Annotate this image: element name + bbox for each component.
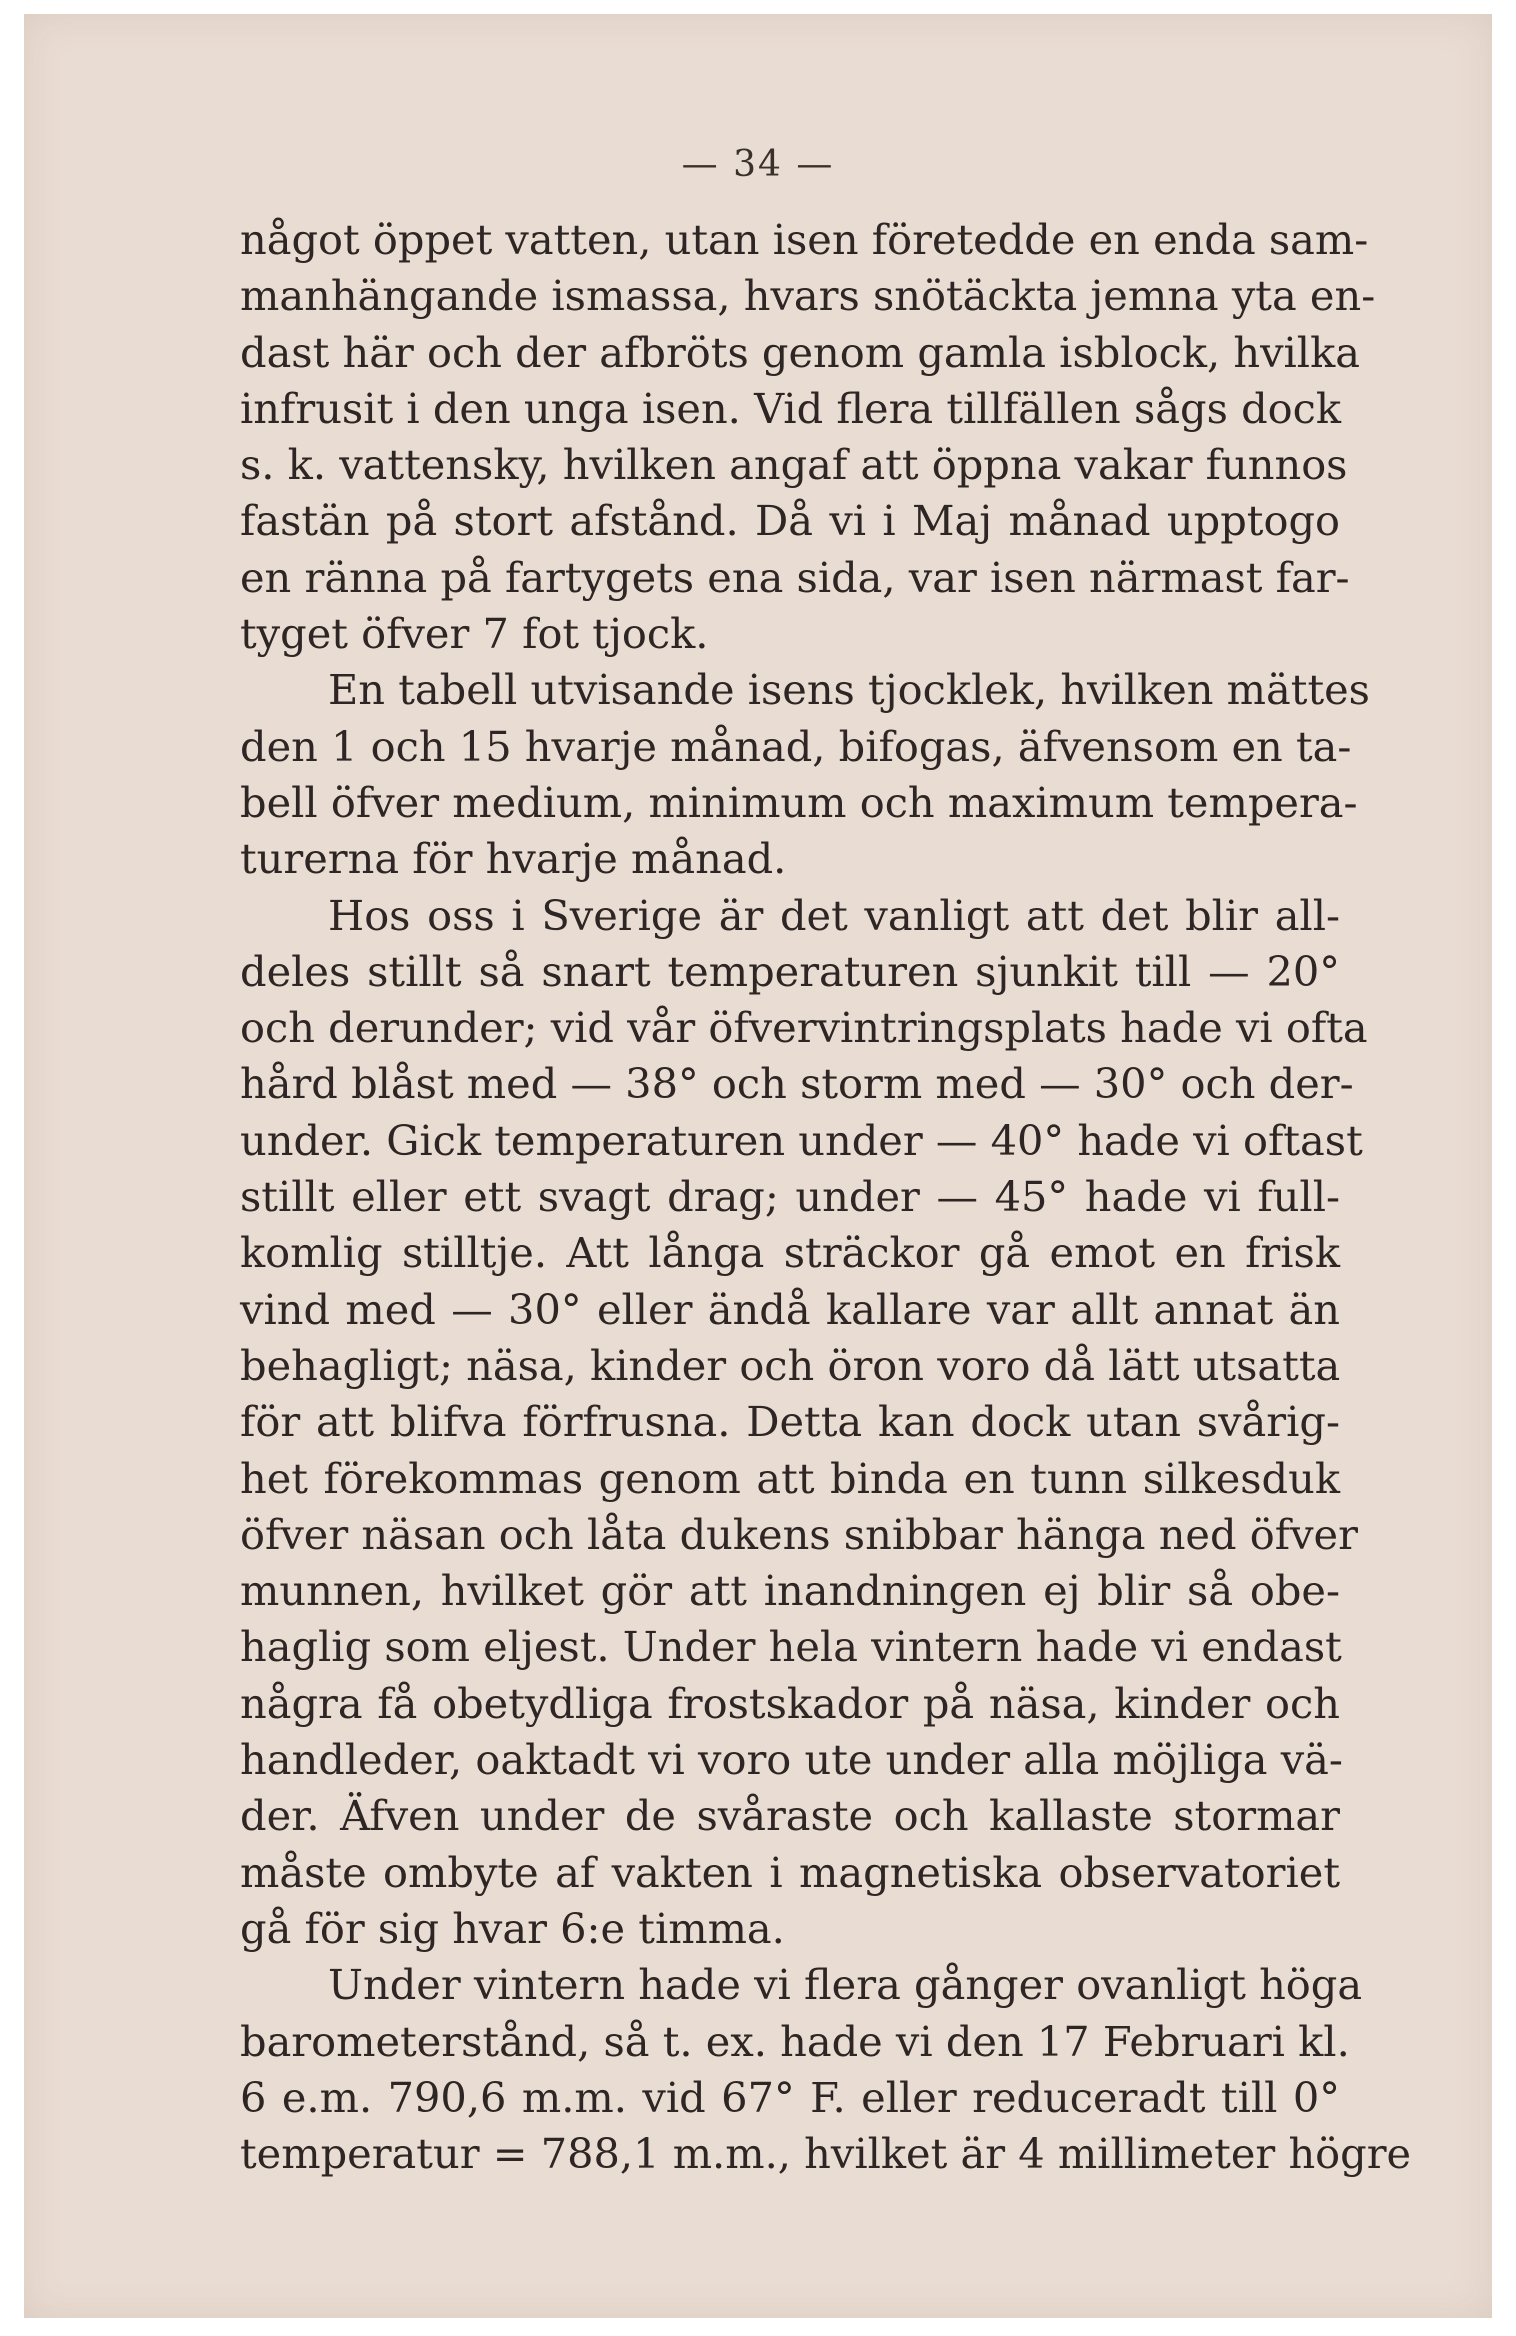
text-line: Under vintern hade vi flera gånger ovanligt höga [328, 1960, 1363, 2010]
text-line: tyget öfver 7 fot tjock. [240, 609, 709, 659]
text-line: för att blifva förfrusna. Detta kan dock utan svårig- [240, 1397, 1340, 1447]
text-line: måste ombyte af vakten i magnetiska observatoriet [240, 1847, 1340, 1897]
text-line: något öppet vatten, utan isen företedde en enda sam- [240, 215, 1369, 264]
text-line: 6 e.m. 790,6 m.m. vid 67° F. eller reduceradt till 0° [240, 2072, 1340, 2122]
text-line: gå för sig hvar 6:e timma. [240, 1903, 785, 1953]
text-line: temperatur = 788,1 m.m., hvilket är 4 millimeter högre [240, 2129, 1412, 2179]
text-line: der. Äfven under de svåraste och kallaste stormar [240, 1791, 1340, 1841]
text-line: Hos oss i Sverige är det vanligt att det blir all- [328, 890, 1340, 940]
text-line: behagligt; näsa, kinder och öron voro då lätt utsatta [240, 1340, 1341, 1390]
text-line: s. k. vattensky, hvilken angaf att öppna vakar funnos [240, 440, 1348, 490]
text-line: haglig som eljest. Under hela vintern hade vi endast [240, 1622, 1342, 1672]
text-line: infrusit i den unga isen. Vid flera tillfällen sågs dock [240, 383, 1342, 433]
text-line: den 1 och 15 hvarje månad, bifogas, äfvensom en ta- [240, 721, 1352, 771]
text-line: manhängande ismassa, hvars snötäckta jemna yta en- [240, 271, 1376, 321]
book-page [24, 14, 1492, 2318]
text-line: under. Gick temperaturen under — 40° hade vi oftast [240, 1115, 1363, 1165]
text-line: bell öfver medium, minimum och maximum tempera- [240, 777, 1358, 827]
text-line: turerna för hvarje månad. [240, 834, 787, 884]
body-text [240, 212, 1412, 2182]
text-line: hård blåst med — 38° och storm med — 30° och der- [240, 1059, 1354, 1109]
text-line: handleder, oaktadt vi voro ute under alla möjliga vä- [240, 1735, 1343, 1785]
text-line: stillt eller ett svagt drag; under — 45° hade vi full- [240, 1172, 1340, 1222]
text-line: En tabell utvisande isens tjocklek, hvilken mättes [328, 665, 1370, 715]
text-line: några få obetydliga frostskador på näsa, kinder och [240, 1678, 1340, 1728]
text-line: en ränna på fartygets ena sida, var isen närmast far- [240, 552, 1350, 602]
text-line: munnen, hvilket gör att inandningen ej blir så obe- [240, 1566, 1340, 1616]
text-line: fastän på stort afstånd. Då vi i Maj månad upptogo [240, 496, 1340, 546]
text-line: deles stillt så snart temperaturen sjunkit till — 20° [240, 946, 1340, 996]
text-line: komlig stilltje. Att långa sträckor gå emot en frisk [240, 1228, 1340, 1278]
text-line: dast här och der afbröts genom gamla isblock, hvilka [240, 327, 1360, 377]
page-number: — 34 — [681, 144, 835, 185]
text-line: het förekommas genom att binda en tunn silkesduk [240, 1453, 1340, 1503]
text-line: barometerstånd, så t. ex. hade vi den 17 Februari kl. [240, 2016, 1350, 2066]
text-line: och derunder; vid vår öfvervintringsplats hade vi ofta [240, 1003, 1368, 1053]
text-line: öfver näsan och låta dukens snibbar hänga ned öfver [240, 1509, 1358, 1559]
text-line: vind med — 30° eller ändå kallare var allt annat än [240, 1284, 1340, 1334]
